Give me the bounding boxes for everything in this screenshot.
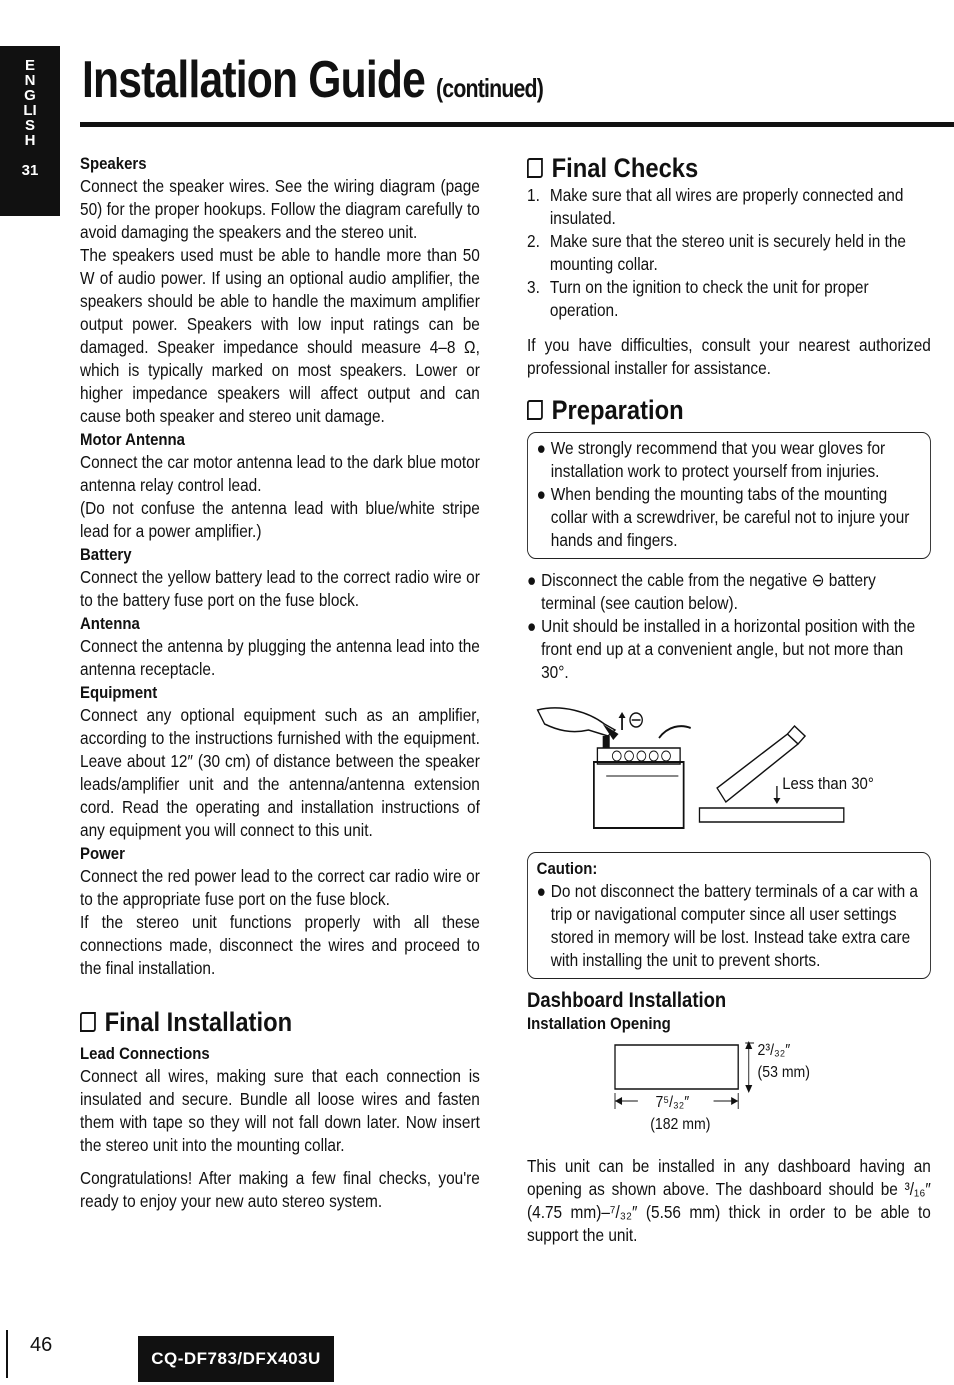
list-item: ● Disconnect the cable from the negative ⊖ battery terminal (see caution below). (527, 570, 876, 613)
power-text-1: Connect the red power lead to the correct car radio wire or to the appropriate fuse port on the fuse block. (80, 866, 480, 909)
angle-label: Less than 30° (782, 774, 874, 793)
preparation-title: Preparation (551, 395, 684, 425)
preparation-bullets (527, 569, 931, 684)
language-tab (0, 46, 60, 216)
checkbox-icon (527, 158, 543, 178)
list-item: 2. Make sure that the stereo unit is securely held in the mounting collar. (527, 231, 906, 274)
final-installation-title: Final Installation (104, 1007, 293, 1037)
dashboard-installation-heading: Dashboard Installation (527, 989, 727, 1012)
lead-connections-text: Connect all wires, making sure that each connection is insulated and secure. Bundle all loose wires and fasten them with tape so they will not fall down later. Now insert the stereo unit into the mounting collar. (80, 1066, 480, 1155)
title-rule (80, 122, 954, 127)
width-dimension-mm: (182 mm) (650, 1116, 711, 1133)
section-number: 31 (21, 162, 39, 179)
list-item: 3. Turn on the ignition to check the unit for proper operation. (527, 277, 869, 320)
list-item: ● We strongly recommend that you wear gloves for installation work to protect yourself from injuries. (536, 438, 886, 481)
power-heading: Power (80, 844, 125, 863)
list-item: ● Unit should be installed in a horizontal position with the front end up at a convenient angle, but not more than 30°. (527, 616, 916, 682)
caution-box (527, 852, 931, 979)
page-number: 46 (30, 1334, 53, 1356)
preparation-heading (527, 394, 931, 426)
opening-dimension-diagram (527, 1035, 931, 1155)
battery-text: Connect the yellow battery lead to the correct radio wire or to the battery fuse port on the fuse block. (80, 567, 480, 610)
motor-antenna-text-2: (Do not confuse the antenna lead with blue/white stripe lead for a power amplifier.) (80, 498, 480, 541)
final-checks-title: Final Checks (551, 153, 699, 183)
height-dimension-mm: (53 mm) (757, 1064, 810, 1081)
right-column (527, 152, 931, 1247)
model-number-badge: CQ-DF783/DFX403U (138, 1336, 334, 1382)
checkbox-icon (80, 1012, 96, 1032)
final-checks-note: If you have difficulties, consult your nearest authorized professional installer for assistance. (527, 335, 931, 378)
equipment-heading: Equipment (80, 683, 158, 702)
motor-antenna-text-1: Connect the car motor antenna lead to the dark blue motor antenna relay control lead. (80, 452, 480, 495)
final-checks-heading (527, 152, 931, 184)
final-installation-heading (80, 1006, 480, 1038)
dimension-diagram-icon (527, 1035, 879, 1155)
left-column (80, 152, 480, 1213)
page-title-continued: (continued) (436, 73, 544, 103)
motor-antenna-heading: Motor Antenna (80, 430, 185, 449)
list-item: ● Do not disconnect the battery terminals of a car with a trip or navigational computer since all user settings stored in memory will be lost. Instead take extra care with installing the unit to prevent shorts. (536, 881, 918, 970)
speakers-heading: Speakers (80, 154, 147, 173)
antenna-heading: Antenna (80, 614, 140, 633)
battery-heading: Battery (80, 545, 132, 564)
preparation-notice-box (527, 432, 931, 559)
speakers-text-2: The speakers used must be able to handle more than 50 W of audio power. If using an optional audio amplifier, the speakers should be able to handle the maximum amplifier output power. Speakers with low input ratings can be damaged. Speaker impedance should measure 4–8 Ω, which is typically marked on most speakers. Lower or higher impedance speakers will affect output and can cause both speaker and stereo unit damage. (80, 245, 480, 426)
caution-heading: Caution: (536, 859, 598, 878)
page-title-text: Installation Guide (82, 51, 425, 109)
lead-connections-heading: Lead Connections (80, 1044, 210, 1063)
height-dimension-inches: 2³/₃₂″ (757, 1042, 791, 1059)
width-dimension-inches: 7⁵/₃₂″ (655, 1094, 690, 1111)
antenna-text: Connect the antenna by plugging the antenna lead into the antenna receptacle. (80, 636, 480, 679)
power-text-2: If the stereo unit functions properly with all these connections made, disconnect the wires and proceed to the final installation. (80, 912, 480, 978)
congratulations-text: Congratulations! After making a few final checks, you're ready to enjoy your new auto stereo system. (80, 1168, 480, 1211)
list-item: 1. Make sure that all wires are properly connected and insulated. (527, 185, 904, 228)
equipment-text: Connect any optional equipment such as an amplifier, according to the instructions furnished with the equipment. Leave about 12″ (30 cm) of distance between the speaker leads/amplifier unit and the antenna/antenna extension cord. Read the operating and installation instructions of any equipment you will connect to this unit. (80, 705, 480, 840)
list-item: ● When bending the mounting tabs of the mounting collar with a screwdriver, be careful not to injure your hands and fingers. (536, 484, 910, 550)
margin-mark (6, 1330, 8, 1378)
language-label: ENGLISH (23, 57, 37, 149)
battery-angle-illustration (527, 690, 931, 850)
page-title (82, 50, 543, 110)
speakers-text-1: Connect the speaker wires. See the wiring diagram (page 50) for the proper hookups. Follow the diagram carefully to avoid damaging the speakers and the stereo unit. (80, 176, 480, 242)
battery-disconnect-icon (527, 690, 879, 850)
dashboard-text: This unit can be installed in any dashboard having an opening as shown above. The dashboard should be ³/₁₆″ (4.75 mm)–⁷/₃₂″ (5.56 mm) thick in order to be able to support the unit. (527, 1156, 931, 1245)
installation-opening-heading: Installation Opening (527, 1014, 671, 1033)
checkbox-icon (527, 400, 543, 420)
final-checks-list (527, 184, 931, 322)
